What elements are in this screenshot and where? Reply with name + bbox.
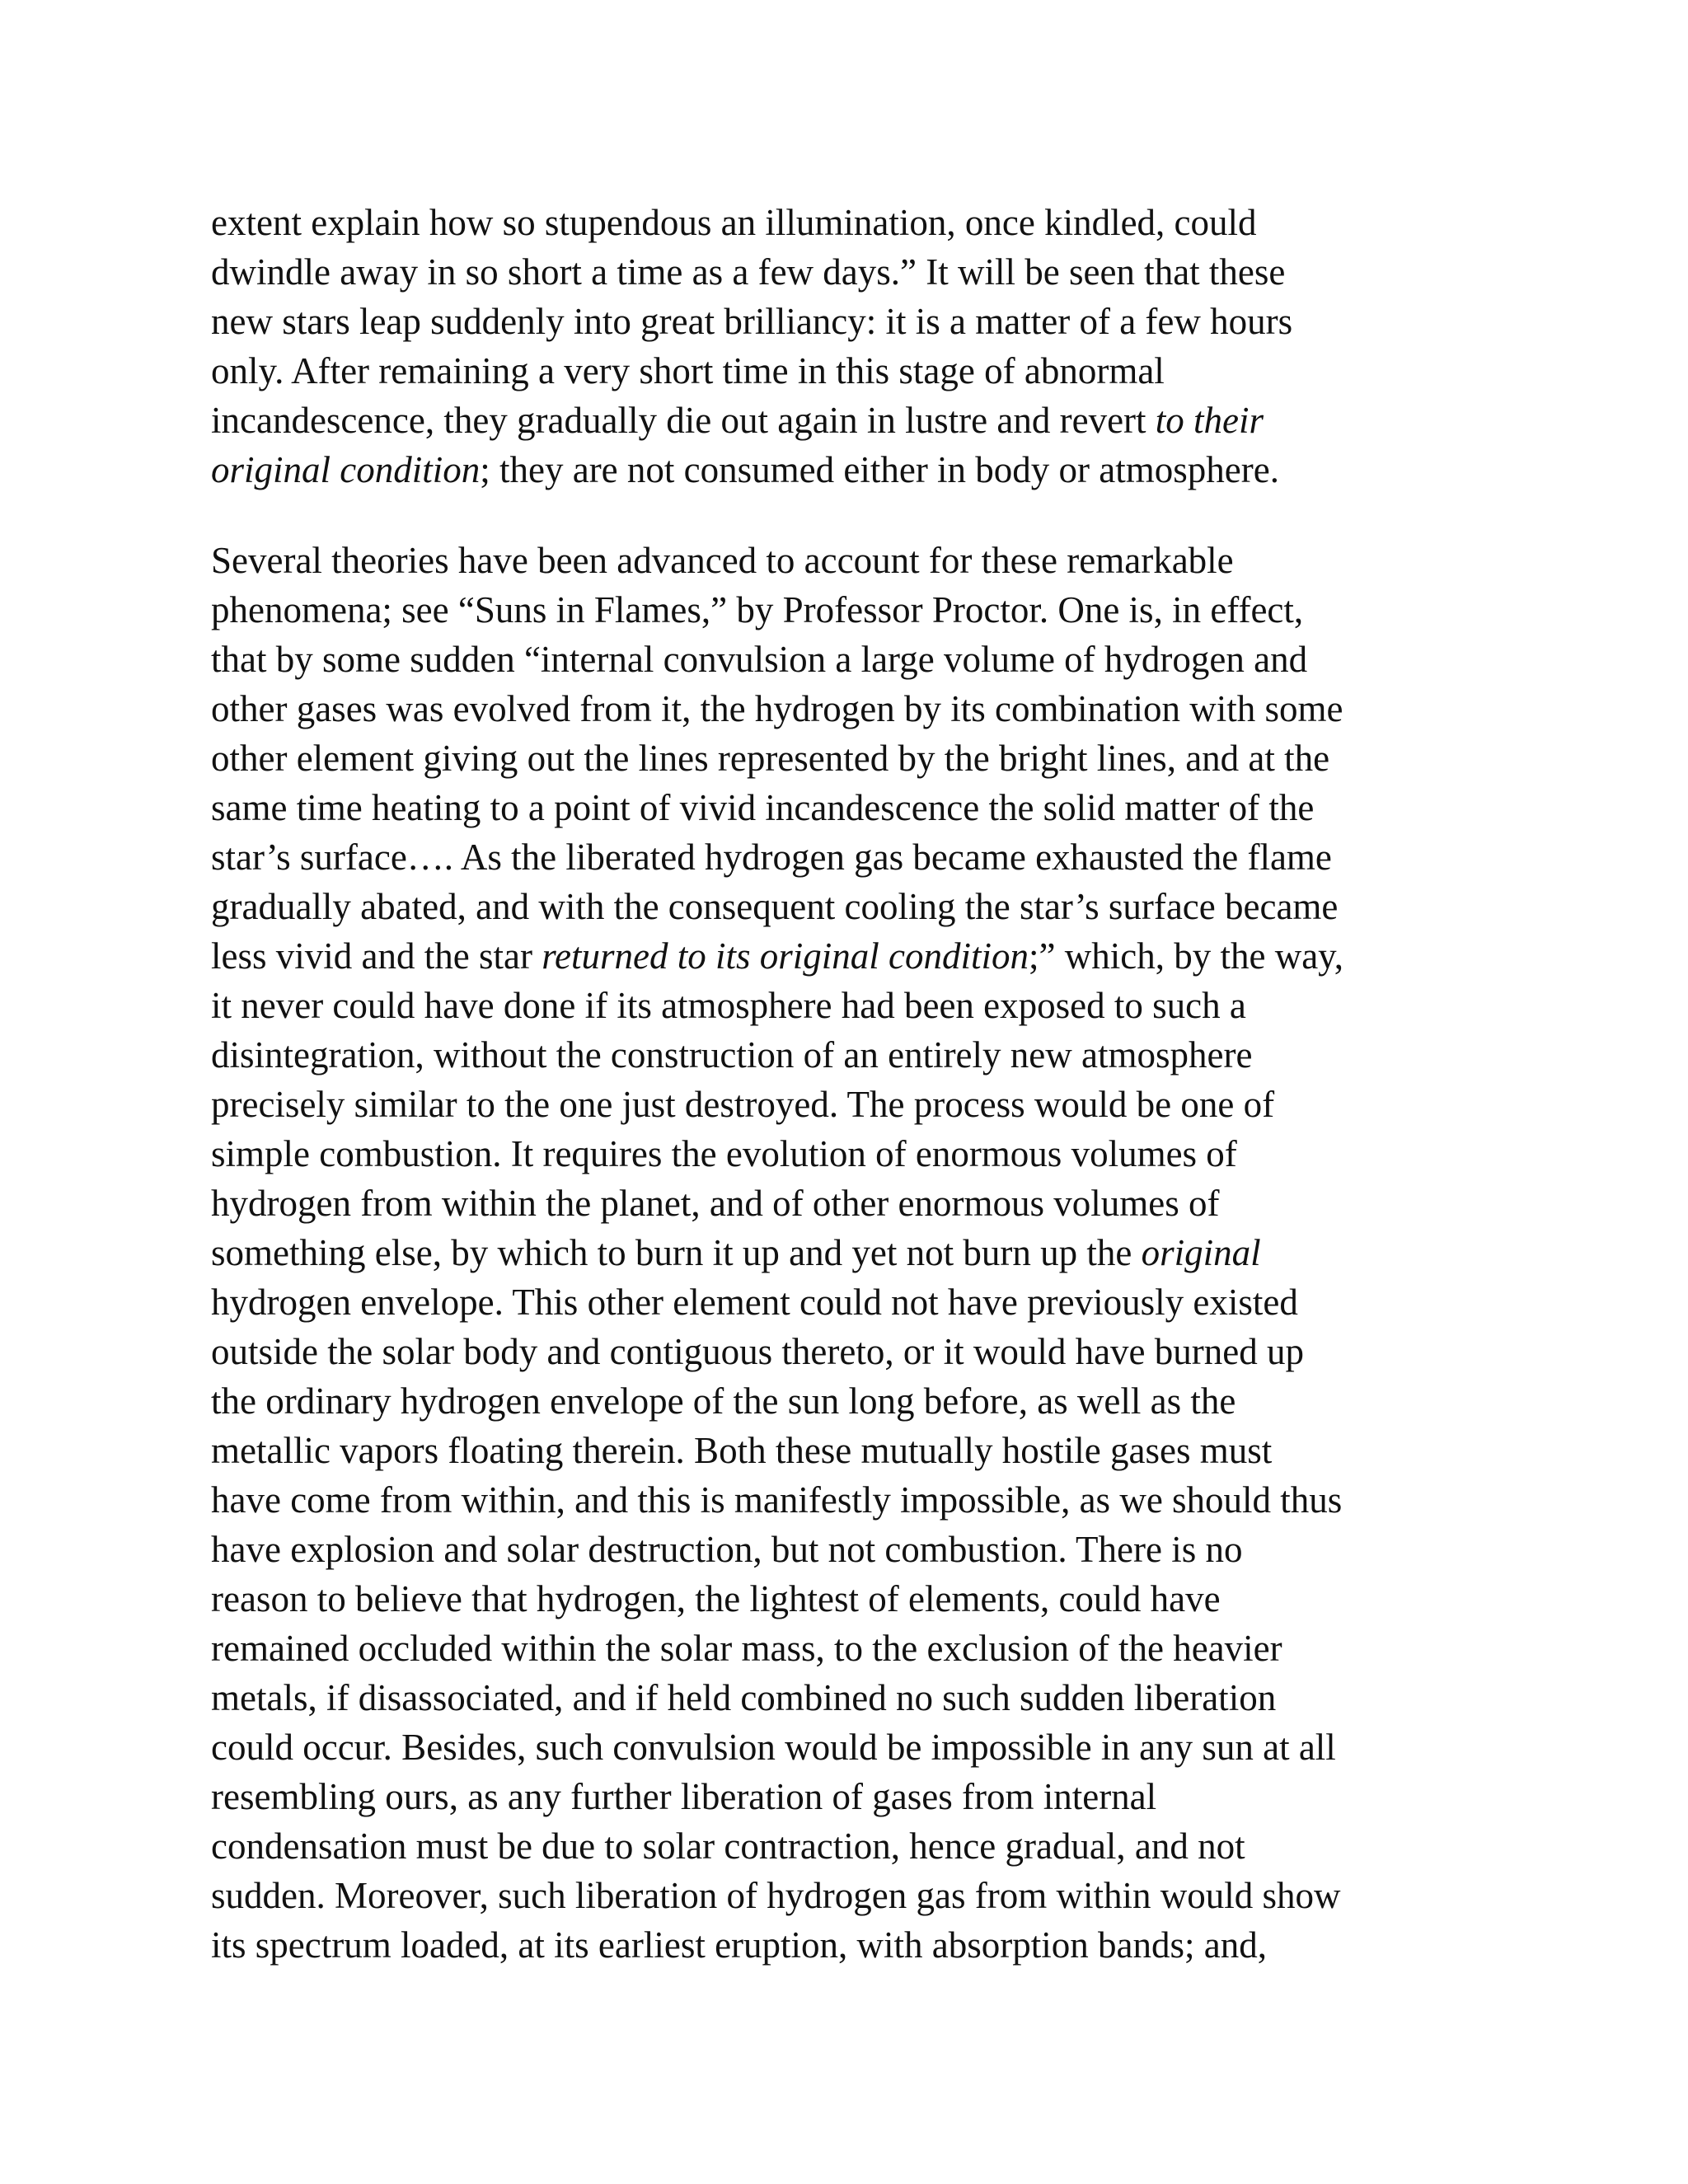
- italic-text: returned to its original condition: [542, 935, 1029, 977]
- text-line: [211, 1030, 1489, 1080]
- text-run: metals, if disassociated, and if held combined no such sudden liberation: [211, 1677, 1277, 1718]
- text-run: ;” which, by the way,: [1029, 935, 1343, 977]
- text-run: phenomena; see “Suns in Flames,” by Professor Proctor. One is, in effect,: [211, 589, 1304, 630]
- text-run: other gases was evolved from it, the hydrogen by its combination with some: [211, 688, 1343, 729]
- text-line: [211, 931, 1489, 981]
- text-line: [211, 684, 1489, 733]
- text-run: have come from within, and this is manifestly impossible, as we should thus: [211, 1479, 1343, 1521]
- text-line: [211, 346, 1489, 396]
- text-run: simple combustion. It requires the evolution of enormous volumes of: [211, 1133, 1237, 1174]
- text-run: the ordinary hydrogen envelope of the sun long before, as well as the: [211, 1380, 1236, 1422]
- text-line: [211, 198, 1489, 247]
- text-line: [211, 1475, 1489, 1525]
- text-line: [211, 297, 1489, 346]
- text-run: its spectrum loaded, at its earliest eruption, with absorption bands; and,: [211, 1924, 1267, 1966]
- text-run: disintegration, without the construction of an entirely new atmosphere: [211, 1034, 1253, 1076]
- text-line: [211, 1673, 1489, 1722]
- text-line: [211, 1574, 1489, 1624]
- text-line: [211, 1129, 1489, 1179]
- text-run: it never could have done if its atmosphere had been exposed to such a: [211, 985, 1246, 1026]
- text-run: hydrogen from within the planet, and of other enormous volumes of: [211, 1183, 1220, 1224]
- text-run: could occur. Besides, such convulsion would be impossible in any sun at all: [211, 1727, 1336, 1768]
- text-run: resembling ours, as any further liberation of gases from internal: [211, 1776, 1157, 1817]
- text-run: extent explain how so stupendous an illumination, once kindled, could: [211, 202, 1257, 243]
- text-line: [211, 733, 1489, 783]
- text-run: something else, by which to burn it up and yet not burn up the: [211, 1232, 1142, 1273]
- text-line: [211, 1426, 1489, 1475]
- italic-text: original: [1141, 1232, 1261, 1273]
- text-run: sudden. Moreover, such liberation of hydrogen gas from within would show: [211, 1875, 1341, 1916]
- paragraph-spacer: [211, 494, 1489, 536]
- text-line: [211, 635, 1489, 684]
- text-line: [211, 783, 1489, 832]
- text-line: [211, 1277, 1489, 1327]
- text-run: remained occluded within the solar mass, to the exclusion of the heavier: [211, 1628, 1282, 1669]
- text-line: [211, 445, 1489, 494]
- text-run: incandescence, they gradually die out again in lustre and revert: [211, 400, 1156, 441]
- text-line: [211, 1327, 1489, 1376]
- text-run: less vivid and the star: [211, 935, 542, 977]
- text-run: other element giving out the lines represented by the bright lines, and at the: [211, 738, 1330, 779]
- text-run: have explosion and solar destruction, but not combustion. There is no: [211, 1529, 1243, 1570]
- text-run: only. After remaining a very short time in this stage of abnormal: [211, 350, 1165, 391]
- italic-text: original condition: [211, 449, 481, 490]
- text-line: [211, 1228, 1489, 1277]
- text-line: [211, 1722, 1489, 1772]
- text-line: [211, 1525, 1489, 1574]
- text-line: [211, 1080, 1489, 1129]
- text-run: metallic vapors floating therein. Both these mutually hostile gases must: [211, 1430, 1273, 1471]
- italic-text: to their: [1155, 400, 1264, 441]
- text-line: [211, 1920, 1489, 1970]
- text-run: same time heating to a point of vivid incandescence the solid matter of the: [211, 787, 1315, 828]
- text-run: condensation must be due to solar contraction, hence gradual, and not: [211, 1825, 1245, 1867]
- text-line: [211, 1376, 1489, 1426]
- text-line: [211, 396, 1489, 445]
- text-line: [211, 832, 1489, 882]
- text-run: that by some sudden “internal convulsion a large volume of hydrogen and: [211, 639, 1308, 680]
- text-run: hydrogen envelope. This other element could not have previously existed: [211, 1282, 1298, 1323]
- text-run: gradually abated, and with the consequent cooling the star’s surface became: [211, 886, 1339, 927]
- text-run: star’s surface…. As the liberated hydrogen gas became exhausted the flame: [211, 837, 1332, 878]
- text-line: [211, 1821, 1489, 1871]
- text-line: [211, 1871, 1489, 1920]
- text-line: [211, 1772, 1489, 1821]
- text-run: new stars leap suddenly into great brilliancy: it is a matter of a few hours: [211, 301, 1293, 342]
- text-line: [211, 585, 1489, 635]
- text-run: dwindle away in so short a time as a few days.” It will be seen that these: [211, 251, 1286, 293]
- text-run: Several theories have been advanced to account for these remarkable: [211, 540, 1234, 581]
- text-run: precisely similar to the one just destroyed. The process would be one of: [211, 1084, 1275, 1125]
- paragraph: [211, 536, 1489, 1970]
- text-line: [211, 981, 1489, 1030]
- text-line: [211, 536, 1489, 585]
- text-run: outside the solar body and contiguous thereto, or it would have burned up: [211, 1331, 1304, 1372]
- document-page: [211, 198, 1489, 1970]
- text-line: [211, 247, 1489, 297]
- text-line: [211, 1624, 1489, 1673]
- text-run: reason to believe that hydrogen, the lightest of elements, could have: [211, 1578, 1221, 1619]
- paragraph: [211, 198, 1489, 494]
- text-run: ; they are not consumed either in body or atmosphere.: [480, 449, 1279, 490]
- text-line: [211, 1179, 1489, 1228]
- text-line: [211, 882, 1489, 931]
